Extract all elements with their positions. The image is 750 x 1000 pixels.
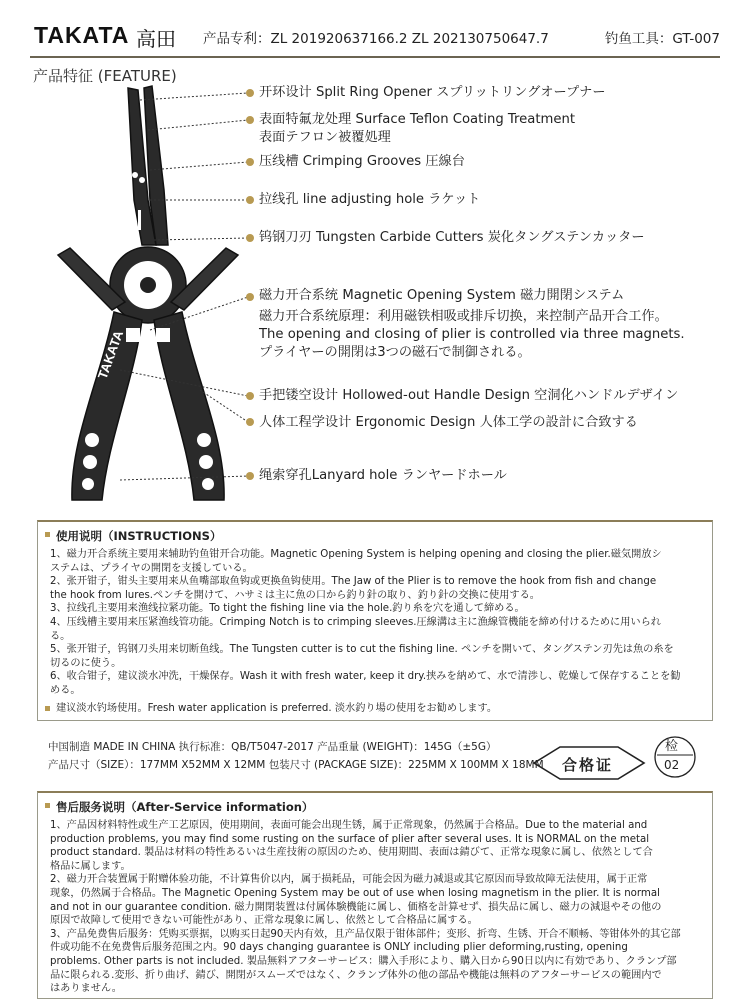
service-line: 2、磁力开合装置属于附赠体验功能，不计算售价以内，属于损耗品，可能会因为磁力减退或其它原因而导致故障无法使用，属于正常	[50, 874, 648, 886]
feature-teflon: 表面特氟龙处理 Surface Teflon Coating Treatment	[259, 112, 575, 127]
instruction-line: める。	[50, 684, 81, 696]
service-line: 3、产品免费售后服务：凭购买票据，以购买日起90天内有效，且产品仅限于钳体部件；变形、折弯、生锈、开合不顺畅、等钳体外的其它部	[50, 928, 681, 940]
service-line: 原因で故障して使用できない可能性があり、正常な現象に属し、依然として合格品に属する。	[50, 915, 478, 927]
service-line: problems. Other parts is not included. 製品無料アフターサービス：購入手形により、購入日から90日以内に有効であり、クランプ部	[50, 955, 677, 967]
brand-chinese: 高田	[136, 27, 176, 51]
plier-brand-text: TAKATA	[94, 328, 127, 382]
service-line: product standard. 製品は材料の特性あるいは生産技術の原因のため、使用期間、表面は錆びて、正常な現象に属し、依然として合	[50, 847, 653, 859]
after-service-box	[37, 791, 713, 999]
service-line: 1、产品因材料特性或生产工艺原因，使用期间，表面可能会出现生锈，属于正常现象，仍然属于合格品。Due to the material and	[50, 820, 648, 831]
service-line: 格品に属します。	[50, 860, 131, 872]
service-line: はありません。	[50, 983, 122, 995]
feature-crimping: 压线槽 Crimping Grooves 圧線台	[259, 154, 465, 169]
brand-logo: TAKATA	[34, 22, 130, 48]
feature-hollow-handle: 手把镂空设计 Hollowed-out Handle Design 空洞化ハンドルデザイン	[259, 388, 679, 403]
service-line: production problems, you may find some rusting on the surface of plier after several uses. It is NORMAL on the metal	[50, 833, 650, 845]
instruction-line: ステムは、プライヤの開閉を支援している。	[50, 562, 253, 574]
instructions-title: 使用说明（INSTRUCTIONS）	[56, 528, 712, 544]
instruction-line: the hook from lures.ペンチを開けて、ハサミは主に魚の口から釣り針の取り、釣り針の交換に使用する。	[50, 589, 540, 601]
service-line: 现象，仍然属于合格品。The Magnetic Opening System may be out of use when losing magnetism in the plier. It is normal	[50, 887, 660, 899]
feature-teflon-jp: 表面テフロン被覆処理	[259, 130, 391, 145]
instructions-box	[37, 520, 713, 721]
feature-line-hole: 拉线孔 line adjusting hole ラケット	[259, 192, 481, 207]
instruction-line: る。	[50, 630, 71, 642]
spec-line-2: 产品尺寸（SIZE）：177MM X52MM X 12MM 包装尺寸 (PACKAGE SIZE)：225MM X 100MM X 18MM	[48, 759, 544, 771]
service-line: and not in our guarantee condition. 磁力開閉装置は付属体験機能に属し、価格を計算せず、損失品に属し、磁力の減退やその他の	[50, 901, 662, 913]
instructions-note: 建议淡水钓场使用。Fresh water application is preferred. 淡水釣り場の使用をお勧めします。	[56, 702, 704, 716]
feature-split-ring: 开环设计 Split Ring Opener スプリットリングオープナー	[259, 85, 606, 100]
service-line: 件或功能不在免费售后服务范围之内。90 days changing guarantee is ONLY including plier deforming,rusting, opening	[50, 942, 628, 954]
inspection-label: 检	[665, 739, 679, 754]
instruction-line: 切るのに使う。	[50, 657, 122, 669]
after-service-title: 售后服务说明（After-Service information）	[56, 799, 712, 815]
model-number: 钓鱼工具：GT-007	[604, 31, 720, 47]
service-line: 品に限られる.変形、折り曲げ、錆び、開閉がスムーズではなく、クランプ体外の他の部品や機能は無料のアフターサービスの範囲内で	[50, 969, 662, 981]
qualified-stamp: 合格证	[562, 756, 614, 774]
feature-ergonomic: 人体工程学设计 Ergonomic Design 人体工学の設計に合致する	[259, 415, 638, 430]
feature-magnetic: 磁力开合系统 Magnetic Opening System 磁力開閉システム	[259, 288, 625, 303]
inspection-number: 02	[664, 758, 680, 772]
feature-cutters: 钨钢刀刃 Tungsten Carbide Cutters 炭化タングステンカッター	[259, 230, 645, 245]
instruction-line: 2、张开钳子，钳头主要用来从鱼嘴部取鱼钩或更换鱼钩使用。The Jaw of the Plier is to remove the hook from fish and change	[50, 576, 657, 588]
header-divider	[30, 56, 720, 58]
patent-numbers: 产品专利：ZL 201920637166.2 ZL 202130750647.7	[203, 31, 549, 47]
header	[0, 0, 750, 60]
instruction-line: 6、收合钳子，建议淡水冲洗，干燥保存。Wash it with fresh water, keep it dry.挟みを納めて、水で清渉し、乾燥して保存することを勧	[50, 671, 681, 683]
feature-title: 产品特征 (FEATURE)	[33, 67, 177, 85]
feature-lanyard: 绳索穿孔Lanyard hole ランヤードホール	[259, 468, 507, 483]
instruction-line: 1、磁力开合系统主要用来辅助钓鱼钳开合功能。Magnetic Opening System is helping opening and closing the plier.磁気開放シ	[50, 549, 662, 560]
instruction-line: 4、压线槽主要用来压紧渔线管功能。Crimping Notch is to crimping sleeves.圧線溝は主に漁線管機能を締め付けるために用いられ	[50, 616, 661, 628]
instruction-line: 5、张开钳子，钨钢刀头用来切断鱼线。The Tungsten cutter is to cut the fishing line. ペンチを開いて、タングステン刃先は魚の糸を	[50, 644, 674, 656]
instruction-line: 3、拉线孔主要用来渔线拉紧功能。To tight the fishing line via the hole.釣り糸を穴を通して締める。	[50, 603, 525, 615]
plier-illustration	[30, 80, 270, 510]
feature-magnetic-desc-jp: プライヤーの開閉は3つの磁石で制御される。	[259, 345, 531, 360]
spec-line-1: 中国制造 MADE IN CHINA 执行标准：QB/T5047-2017 产品重量 (WEIGHT)：145G（±5G）	[48, 741, 497, 753]
feature-magnetic-desc-cn: 磁力开合系统原理：利用磁铁相吸或排斥切换，来控制产品开合工作。	[259, 309, 668, 324]
feature-magnetic-desc-en: The opening and closing of plier is controlled via three magnets.	[259, 327, 685, 342]
